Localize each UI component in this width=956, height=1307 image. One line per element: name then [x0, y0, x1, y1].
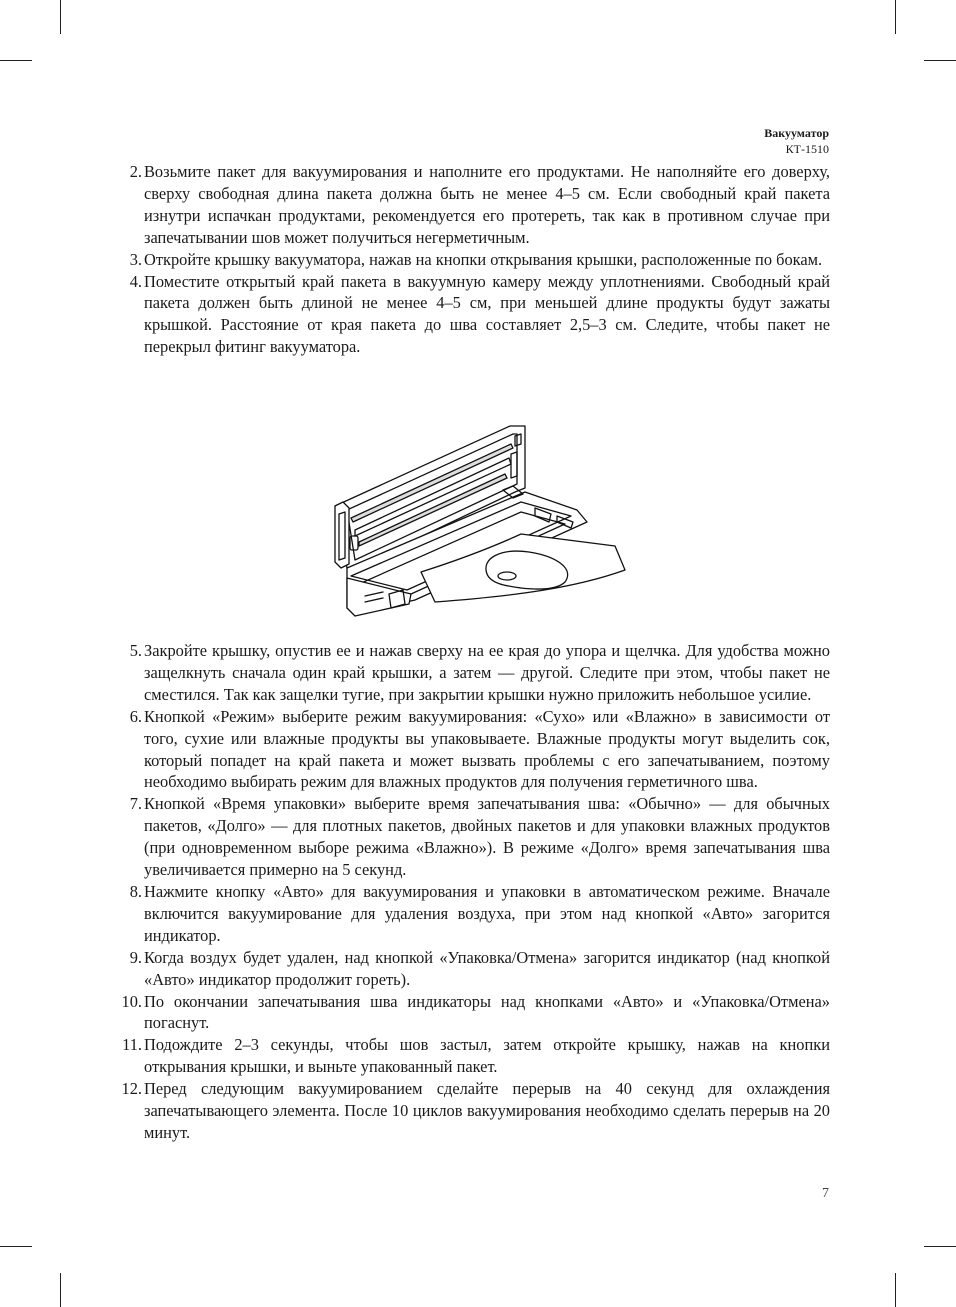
- crop-mark: [924, 60, 956, 61]
- crop-mark: [60, 0, 61, 34]
- list-item: [112, 640, 830, 706]
- step-number: 11.: [122, 1035, 142, 1055]
- step-number: 6.: [129, 706, 142, 726]
- list-item: [112, 271, 830, 359]
- list-item: [112, 1078, 830, 1144]
- step-text: Поместите открытый край пакета в вакуумную камеру между уплотнениями. Свободный край пакета должен быть длиной не менее 4–5 см, при меньшей длине продукты будут зажаты крышкой. Расстояние от края пакета до шва составляет 2,5–3 см. Следите, чтобы пакет не перекрыл фитинг вакууматора.: [144, 271, 830, 357]
- steps-list-top: [112, 161, 830, 358]
- crop-mark: [895, 1273, 896, 1307]
- step-text: По окончании запечатывания шва индикаторы над кнопками «Авто» и «Упаковка/Отмена» погаснут.: [144, 991, 830, 1033]
- step-number: 4.: [129, 271, 142, 291]
- list-item: [112, 161, 830, 249]
- step-number: 12.: [121, 1079, 142, 1099]
- list-item: [112, 881, 830, 947]
- step-number: 10.: [121, 991, 142, 1011]
- step-number: 5.: [129, 641, 142, 660]
- step-number: 3.: [129, 249, 142, 269]
- header-model: КТ-1510: [785, 142, 829, 156]
- running-header: [764, 125, 829, 157]
- step-text: Возьмите пакет для вакуумирования и наполните его продуктами. Не наполняйте его доверху, сверху свободная длина пакета должна быть не менее 4–5 см. Если свободный край пакета изнутри испачкан продуктами, рекомендуется его протереть, так как в противном случае при запечатывании шов может получиться негерметичным.: [144, 162, 830, 247]
- step-text: Подождите 2–3 секунды, чтобы шов застыл, затем откройте крышку, нажав на кнопки открывания крышки, и выньте упакованный пакет.: [144, 1035, 830, 1077]
- list-item: [112, 1034, 830, 1078]
- vacuum-sealer-illustration-icon: [325, 418, 635, 630]
- step-text: Кнопкой «Время упаковки» выберите время запечатывания шва: «Обычно» — для обычных пакетов, «Долго» — для плотных пакетов, двойных пакетов и для упаковки влажных продуктов (при одновременном выборе режима «Влажно»). В режиме «Долго» время запечатывания шва увеличивается примерно на 5 секунд.: [144, 794, 830, 880]
- steps-list-bottom: [112, 640, 830, 1144]
- step-number: 7.: [129, 794, 142, 814]
- list-item: [112, 991, 830, 1035]
- list-item: [112, 793, 830, 881]
- step-number: 9.: [129, 947, 142, 967]
- step-text: Нажмите кнопку «Авто» для вакуумирования и упаковки в автоматическом режиме. Вначале включится вакуумирование для удаления воздуха, при этом над кнопкой «Авто» загорится индикатор.: [144, 881, 830, 945]
- list-item: [112, 249, 830, 271]
- step-text: Кнопкой «Режим» выберите режим вакуумирования: «Сухо» или «Влажно» в зависимости от того, сухие или влажные продукты вы упаковываете. Влажные продукты могут выделить сок, который попадет на край пакета и может вызвать проблемы с его запечатыванием, поэтому необходимо выбирать режим для влажных продуктов для получения герметичного шва.: [144, 706, 830, 792]
- page-number: 7: [822, 1186, 829, 1201]
- step-number: 8.: [129, 881, 142, 901]
- crop-mark: [0, 60, 32, 61]
- list-item: [112, 947, 830, 991]
- step-text: Закройте крышку, опустив ее и нажав сверху на ее края до упора и щелчка. Для удобства можно защелкнуть сначала один край крышки, а затем — другой. Следите при этом, чтобы пакет не сместился. Так как защелки тугие, при закрытии крышки нужно приложить небольшое усилие.: [144, 641, 830, 704]
- step-text: Откройте крышку вакууматора, нажав на кнопки открывания крышки, расположенные по бокам.: [144, 249, 823, 269]
- list-item: [112, 706, 830, 794]
- step-text: Когда воздух будет удален, над кнопкой «Упаковка/Отмена» загорится индикатор (над кнопкой «Авто» индикатор продолжит гореть).: [144, 947, 830, 989]
- step-text: Перед следующим вакуумированием сделайте перерыв на 40 секунд для охлаждения запечатывающего элемента. После 10 циклов вакуумирования необходимо сделать перерыв на 20 минут.: [144, 1079, 830, 1142]
- step-number: 2.: [129, 162, 142, 181]
- crop-mark: [60, 1273, 61, 1307]
- header-title: Вакууматор: [764, 126, 829, 140]
- vacuum-sealer-figure: [325, 418, 635, 630]
- crop-mark: [895, 0, 896, 34]
- crop-mark: [924, 1246, 956, 1247]
- crop-mark: [0, 1246, 32, 1247]
